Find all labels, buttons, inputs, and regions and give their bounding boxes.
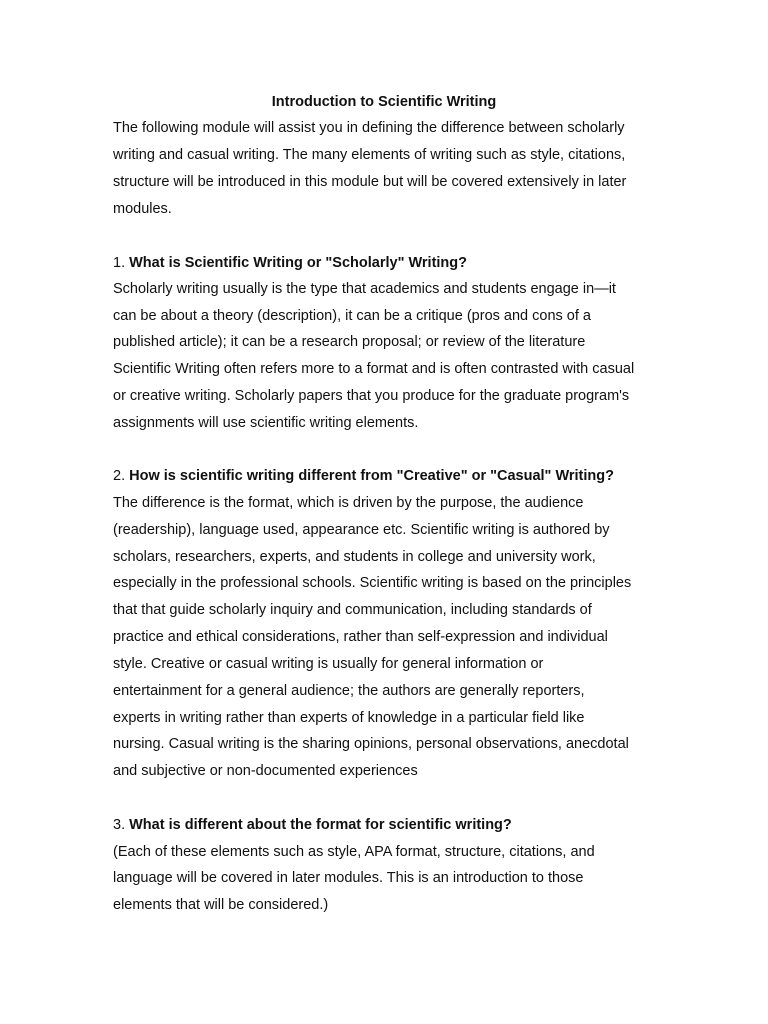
section-2-line: The difference is the format, which is driven by the purpose, the audience	[113, 495, 584, 511]
section-heading-text: How is scientific writing different from "Creative" or "Casual" Writing?	[129, 468, 614, 484]
section-number: 1.	[113, 255, 126, 271]
intro-line: writing and casual writing. The many elements of writing such as style, citations,	[113, 147, 626, 163]
section-2-line: entertainment for a general audience; the authors are generally reporters,	[113, 683, 585, 699]
section-heading-text: What is different about the format for scientific writing?	[129, 817, 512, 833]
section-heading-text: What is Scientific Writing or "Scholarly" Writing?	[129, 255, 468, 271]
section-3-line: elements that will be considered.)	[113, 897, 329, 913]
section-1-line: or creative writing. Scholarly papers that you produce for the graduate program's	[113, 388, 630, 404]
intro-line: The following module will assist you in defining the difference between scholarly	[113, 120, 625, 136]
section-1-line: Scientific Writing often refers more to a format and is often contrasted with casual	[113, 361, 635, 377]
section-2-line: scholars, researchers, experts, and students in college and university work,	[113, 549, 596, 565]
section-3-heading	[113, 815, 673, 835]
section-1-line: assignments will use scientific writing elements.	[113, 415, 419, 431]
section-2-line: nursing. Casual writing is the sharing opinions, personal observations, anecdotal	[113, 736, 629, 752]
section-1-line: can be about a theory (description), it can be a critique (pros and cons of a	[113, 308, 591, 324]
section-2-line: practice and ethical considerations, rather than self-expression and individual	[113, 629, 608, 645]
section-2-line: experts in writing rather than experts of knowledge in a particular field like	[113, 710, 585, 726]
section-3-line: (Each of these elements such as style, APA format, structure, citations, and	[113, 844, 595, 860]
section-2-line: and subjective or non-documented experiences	[113, 763, 418, 779]
section-1-heading	[113, 253, 673, 273]
section-2-line: (readership), language used, appearance etc. Scientific writing is authored by	[113, 522, 610, 538]
intro-line: structure will be introduced in this module but will be covered extensively in later	[113, 174, 627, 190]
section-2-heading	[113, 466, 673, 486]
section-2-line: especially in the professional schools. Scientific writing is based on the principles	[113, 575, 632, 591]
section-number: 2.	[113, 468, 126, 484]
intro-line: modules.	[113, 201, 172, 217]
section-2-line: style. Creative or casual writing is usually for general information or	[113, 656, 544, 672]
section-2-line: that that guide scholarly inquiry and communication, including standards of	[113, 602, 592, 618]
section-number: 3.	[113, 817, 126, 833]
section-1-line: Scholarly writing usually is the type that academics and students engage in—it	[113, 281, 616, 297]
document-title: Introduction to Scientific Writing	[271, 94, 497, 110]
section-1-line: published article); it can be a research proposal; or review of the literature	[113, 334, 586, 350]
section-3-line: language will be covered in later modules. This is an introduction to those	[113, 870, 584, 886]
